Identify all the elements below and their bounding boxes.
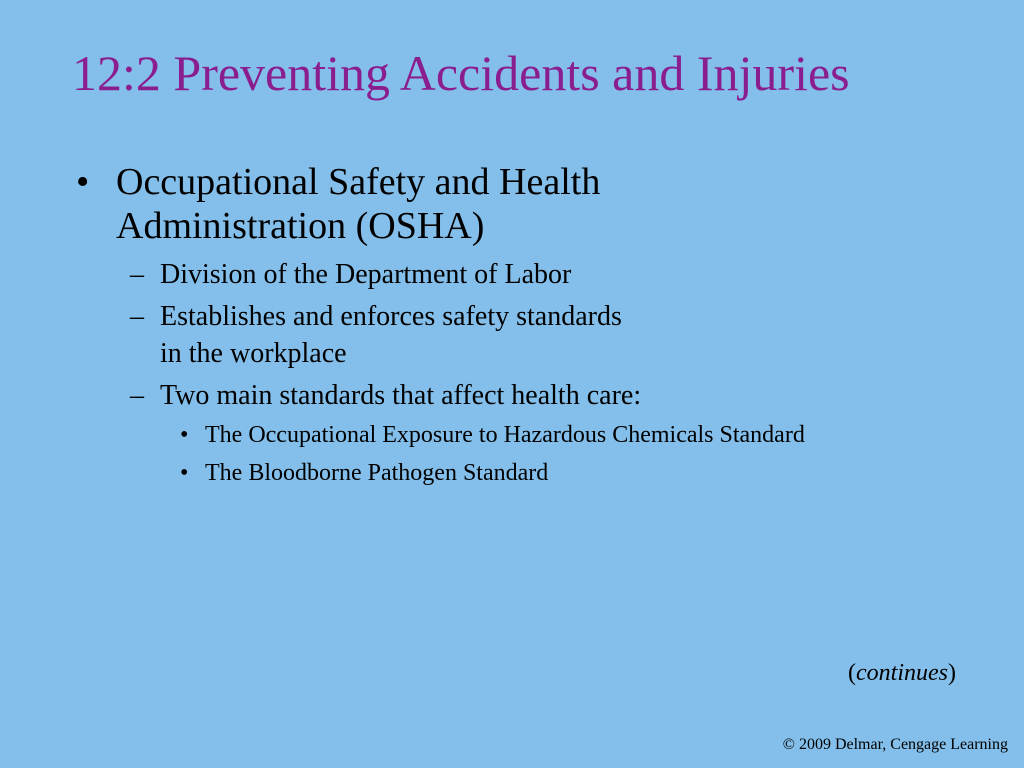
dash-marker: – — [130, 301, 144, 333]
subpoint-division — [76, 257, 976, 293]
dash-marker: – — [130, 258, 144, 290]
subpoint-establishes-line2: in the workplace — [160, 337, 347, 369]
slide-body — [76, 160, 976, 489]
subpoint-two-standards-text: Two main standards that affect health care: — [160, 380, 642, 412]
slide-title: 12:2 Preventing Accidents and Injuries — [72, 45, 850, 101]
dash-marker: – — [130, 380, 144, 412]
standard-hazardous-chemicals-text: The Occupational Exposure to Hazardous Chemicals Standard — [205, 422, 805, 449]
subpoint-two-standards — [76, 378, 976, 414]
bullet-marker: • — [76, 161, 90, 203]
subpoint-establishes — [76, 299, 976, 372]
bullet-osha-line2: Administration (OSHA) — [116, 205, 485, 248]
continues-word: continues — [856, 660, 948, 686]
bullet-osha — [76, 160, 976, 249]
continues-close-paren: ) — [948, 660, 956, 686]
bullet-marker: • — [180, 459, 189, 486]
continues-open-paren: ( — [848, 660, 857, 686]
bullet-osha-line1: Occupational Safety and Health — [116, 161, 601, 203]
continues-note — [848, 660, 956, 687]
subpoint-division-text: Division of the Department of Labor — [160, 258, 572, 290]
bullet-marker: • — [180, 422, 189, 449]
standard-hazardous-chemicals — [76, 420, 976, 451]
subpoint-establishes-line1: Establishes and enforces safety standards — [160, 301, 622, 333]
standard-bloodborne-pathogen — [76, 458, 976, 489]
standard-bloodborne-pathogen-text: The Bloodborne Pathogen Standard — [205, 459, 549, 486]
copyright-footer: © 2009 Delmar, Cengage Learning — [782, 736, 1008, 753]
